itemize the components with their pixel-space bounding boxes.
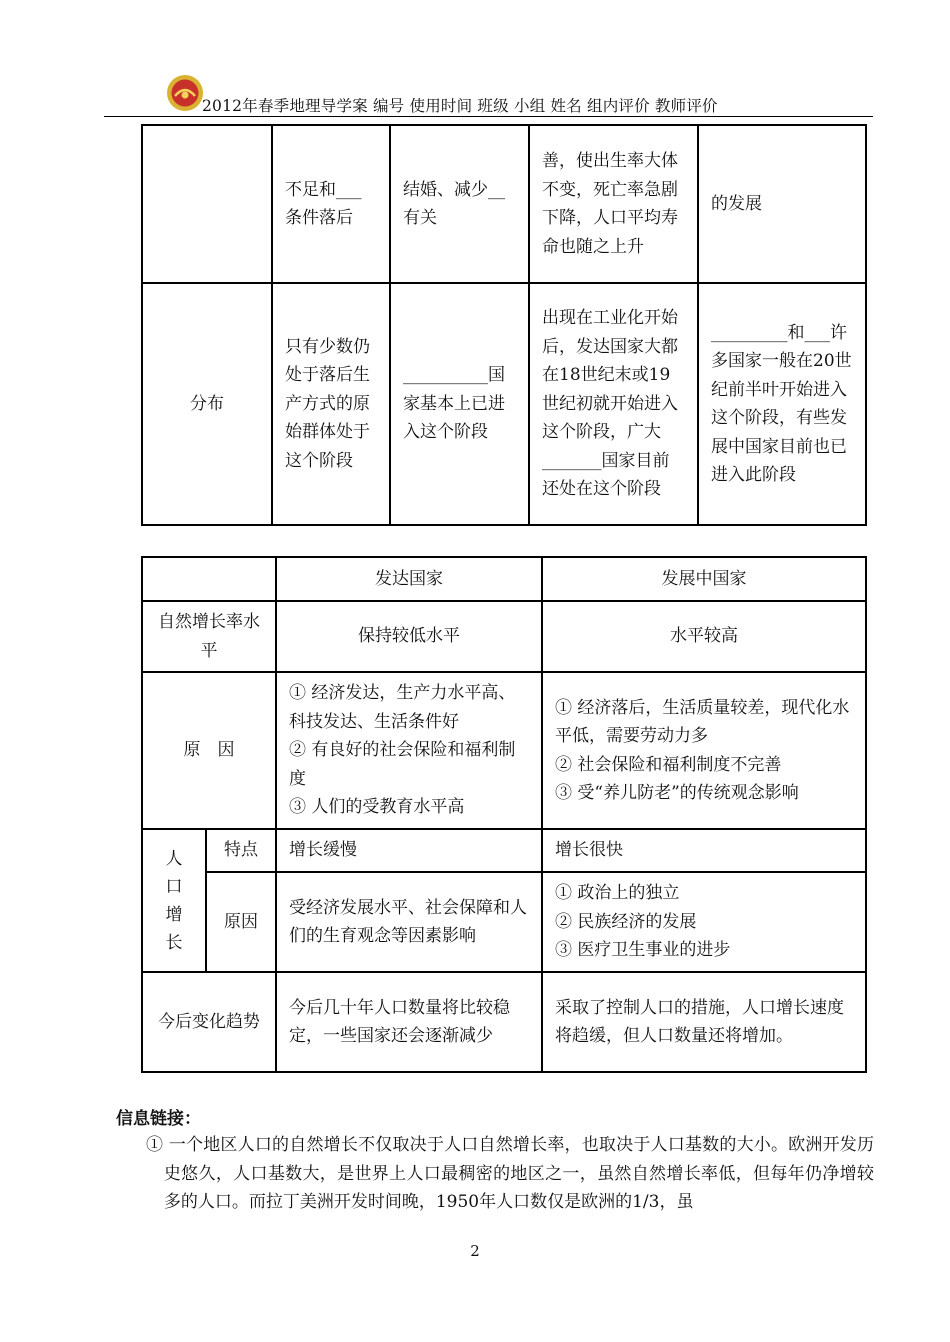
rate-label: 自然增长率水平 bbox=[142, 601, 276, 672]
reason-developed bbox=[276, 672, 542, 829]
table-row bbox=[142, 972, 866, 1072]
cause-developed: 受经济发展水平、社会保障和人们的生育观念等因素影响 bbox=[276, 872, 542, 972]
list-item: ② 民族经济的发展 bbox=[555, 911, 697, 932]
page-header bbox=[104, 74, 873, 117]
table-row bbox=[142, 829, 866, 872]
table-row bbox=[142, 672, 866, 829]
list-item: ① 经济落后，生活质量较差，现代化水平低，需要劳动力多 bbox=[555, 697, 850, 746]
table-row bbox=[142, 283, 866, 525]
table-cell: 结婚、减少__有关 bbox=[390, 125, 529, 283]
list-item: ② 有良好的社会保险和福利制度 bbox=[289, 740, 516, 789]
table-cell: 出现在工业化开始后，发达国家大都在18世纪末或19世纪初就开始进入这个阶段，广大_______国家目前还处在这个阶段 bbox=[529, 283, 698, 525]
table-cell: 的发展 bbox=[698, 125, 866, 283]
table-cell: 只有少数仍处于落后生产方式的原始群体处于这个阶段 bbox=[272, 283, 390, 525]
table-cell bbox=[142, 125, 272, 283]
trend-developing: 采取了控制人口的措施，人口增长速度将趋缓，但人口数量还将增加。 bbox=[542, 972, 866, 1072]
list-item: ③ 医疗卫生事业的进步 bbox=[555, 940, 731, 961]
school-logo-icon bbox=[166, 74, 204, 112]
table-row bbox=[142, 872, 866, 972]
list-item: ③ 人们的受教育水平高 bbox=[289, 797, 465, 818]
trend-label: 今后变化趋势 bbox=[142, 972, 276, 1072]
table-cell: 善，使出生率大体不变，死亡率急剧下降，人口平均寿命也随之上升 bbox=[529, 125, 698, 283]
reason-developing bbox=[542, 672, 866, 829]
info-title: 信息链接： bbox=[116, 1109, 201, 1129]
stages-table bbox=[141, 124, 867, 526]
rate-developed: 保持较低水平 bbox=[276, 601, 542, 672]
table-cell: _________和___许多国家一般在20世纪前半叶开始进入这个阶段，有些发展中国家目前也已进入此阶段 bbox=[698, 283, 866, 525]
list-item: ③ 受“养儿防老”的传统观念影响 bbox=[555, 783, 799, 803]
list-item: ① 经济发达，生产力水平高、科技发达、生活条件好 bbox=[289, 683, 516, 732]
table-header-row bbox=[142, 557, 866, 601]
feature-label: 特点 bbox=[206, 829, 276, 872]
rate-developing: 水平较高 bbox=[542, 601, 866, 672]
table-row bbox=[142, 125, 866, 283]
page-number: 2 bbox=[470, 1242, 480, 1260]
trend-developed: 今后几十年人口数量将比较稳定，一些国家还会逐渐减少 bbox=[276, 972, 542, 1072]
growth-label: 人 口 增 长 bbox=[142, 829, 206, 972]
list-item: ② 社会保险和福利制度不完善 bbox=[555, 754, 782, 775]
population-comparison-table bbox=[141, 556, 867, 1073]
info-paragraph: ① 一个地区人口的自然增长不仅取决于人口自然增长率，也取决于人口基数的大小。欧洲开发历史悠久，人口基数大，是世界上人口最稠密的地区之一，虽然自然增长率低，但每年仍净增较多的人口。而拉丁美洲开发时间晚，1950年人口数仅是欧洲的1/3，虽 bbox=[146, 1135, 874, 1212]
feature-developed: 增长缓慢 bbox=[276, 829, 542, 872]
header-text: 2012年春季地理导学案 编号 使用时间 班级 小组 姓名 组内评价 教师评价 bbox=[202, 97, 718, 115]
table-cell: __________国家基本上已进入这个阶段 bbox=[390, 283, 529, 525]
reason-label: 原 因 bbox=[142, 672, 276, 829]
developed-header: 发达国家 bbox=[276, 557, 542, 601]
list-item: ① 政治上的独立 bbox=[555, 883, 680, 904]
table-cell: 不足和___条件落后 bbox=[272, 125, 390, 283]
distribution-label: 分布 bbox=[142, 283, 272, 525]
cause-developing bbox=[542, 872, 866, 972]
feature-developing: 增长很快 bbox=[542, 829, 866, 872]
developing-header: 发展中国家 bbox=[542, 557, 866, 601]
table-cell bbox=[142, 557, 276, 601]
cause-label: 原因 bbox=[206, 872, 276, 972]
table-row bbox=[142, 601, 866, 672]
